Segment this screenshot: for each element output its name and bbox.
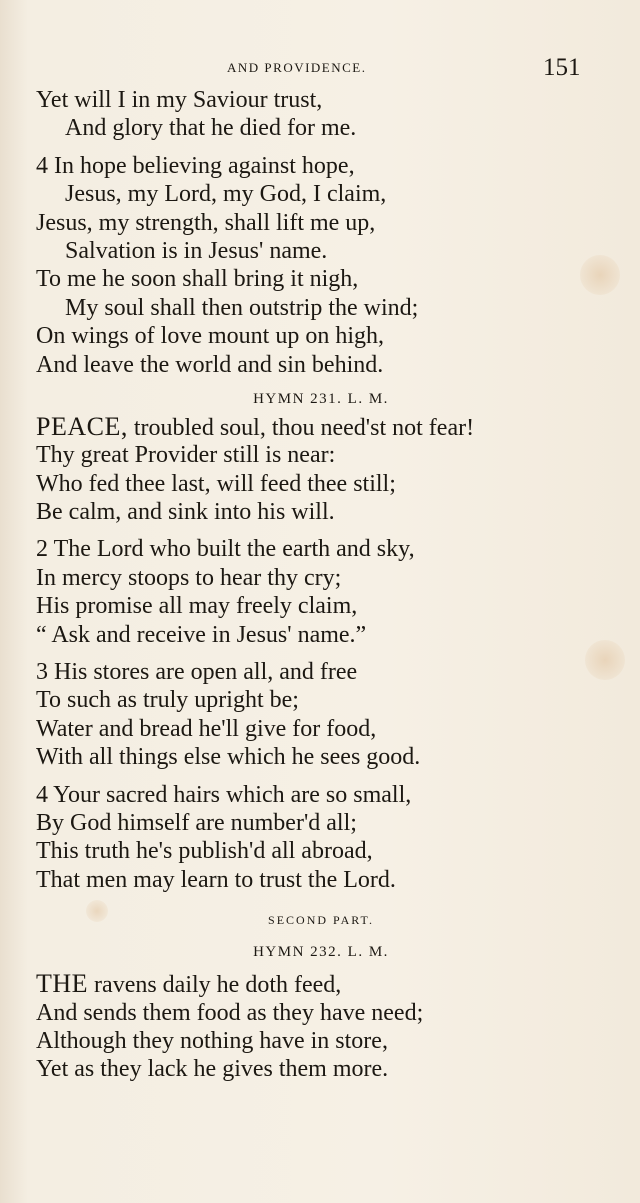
verse-line: Who fed thee last, will feed thee still; — [36, 470, 396, 497]
running-head — [0, 54, 640, 80]
first-word: PEACE, — [36, 411, 128, 441]
verse-line — [36, 970, 606, 998]
stanza-continuation — [36, 86, 606, 143]
running-title: AND PROVIDENCE. — [227, 60, 367, 75]
hymn-232-stanza-1 — [36, 970, 606, 1084]
second-part-heading: SECOND PART. — [268, 913, 374, 928]
verse-line: 4 Your sacred hairs which are so small, — [36, 781, 412, 808]
verse-line: His promise all may freely claim, — [36, 593, 358, 620]
hymn-231-stanza-2 — [36, 535, 606, 649]
verse-line: Be calm, and sink into his will. — [36, 499, 335, 526]
hymn-231-heading: HYMN 231. L. M. — [253, 390, 389, 407]
verse-line-rest: ravens daily he doth feed, — [88, 972, 342, 999]
verse-line: This truth he's publish'd all abroad, — [36, 838, 373, 865]
verse-line: To such as truly upright be; — [36, 687, 299, 714]
verse-line: With all things else which he sees good. — [36, 744, 421, 771]
hymn-231-stanza-1 — [36, 413, 606, 527]
verse-line: Thy great Provider still is near: — [36, 442, 336, 469]
verse-line: 3 His stores are open all, and free — [36, 659, 358, 686]
verse-line: 4 In hope believing against hope, — [36, 152, 355, 179]
verse-line: Although they nothing have in store, — [36, 1027, 388, 1054]
verse-line: Salvation is in Jesus' name. — [65, 237, 328, 264]
verse-line: 2 The Lord who built the earth and sky, — [36, 536, 415, 563]
verse-line: In mercy stoops to hear thy cry; — [36, 564, 342, 591]
verse-line: Jesus, my Lord, my God, I claim, — [65, 181, 387, 208]
hymn-232-heading: HYMN 232. L. M. — [253, 944, 389, 961]
verse-line: Yet as they lack he gives them more. — [36, 1056, 389, 1083]
verse-line: Water and bread he'll give for food, — [36, 715, 377, 742]
verse-line: That men may learn to trust the Lord. — [36, 866, 396, 893]
verse-line: “ Ask and receive in Jesus' name.” — [36, 621, 367, 648]
first-word: THE — [36, 969, 89, 999]
hymn-text — [36, 86, 606, 1084]
hymn-231-stanza-3 — [36, 658, 606, 772]
verse-line — [36, 413, 606, 441]
verse-line: To me he soon shall bring it nigh, — [36, 266, 359, 293]
verse-line: Yet will I in my Saviour trust, — [36, 87, 323, 113]
verse-line: Jesus, my strength, shall lift me up, — [36, 209, 376, 236]
verse-line: My soul shall then outstrip the wind; — [65, 294, 419, 321]
verse-line: And sends them food as they have need; — [36, 999, 424, 1026]
verse-line-rest: troubled soul, thou need'st not fear! — [127, 414, 475, 441]
verse-line: And glory that he died for me. — [65, 115, 357, 142]
verse-line: And leave the world and sin behind. — [36, 351, 384, 378]
hymn-231-stanza-4 — [36, 781, 606, 895]
stanza-4-previous-hymn — [36, 152, 606, 379]
verse-line: By God himself are number'd all; — [36, 809, 357, 836]
verse-line: On wings of love mount up on high, — [36, 323, 384, 350]
page-number: 151 — [543, 54, 581, 81]
